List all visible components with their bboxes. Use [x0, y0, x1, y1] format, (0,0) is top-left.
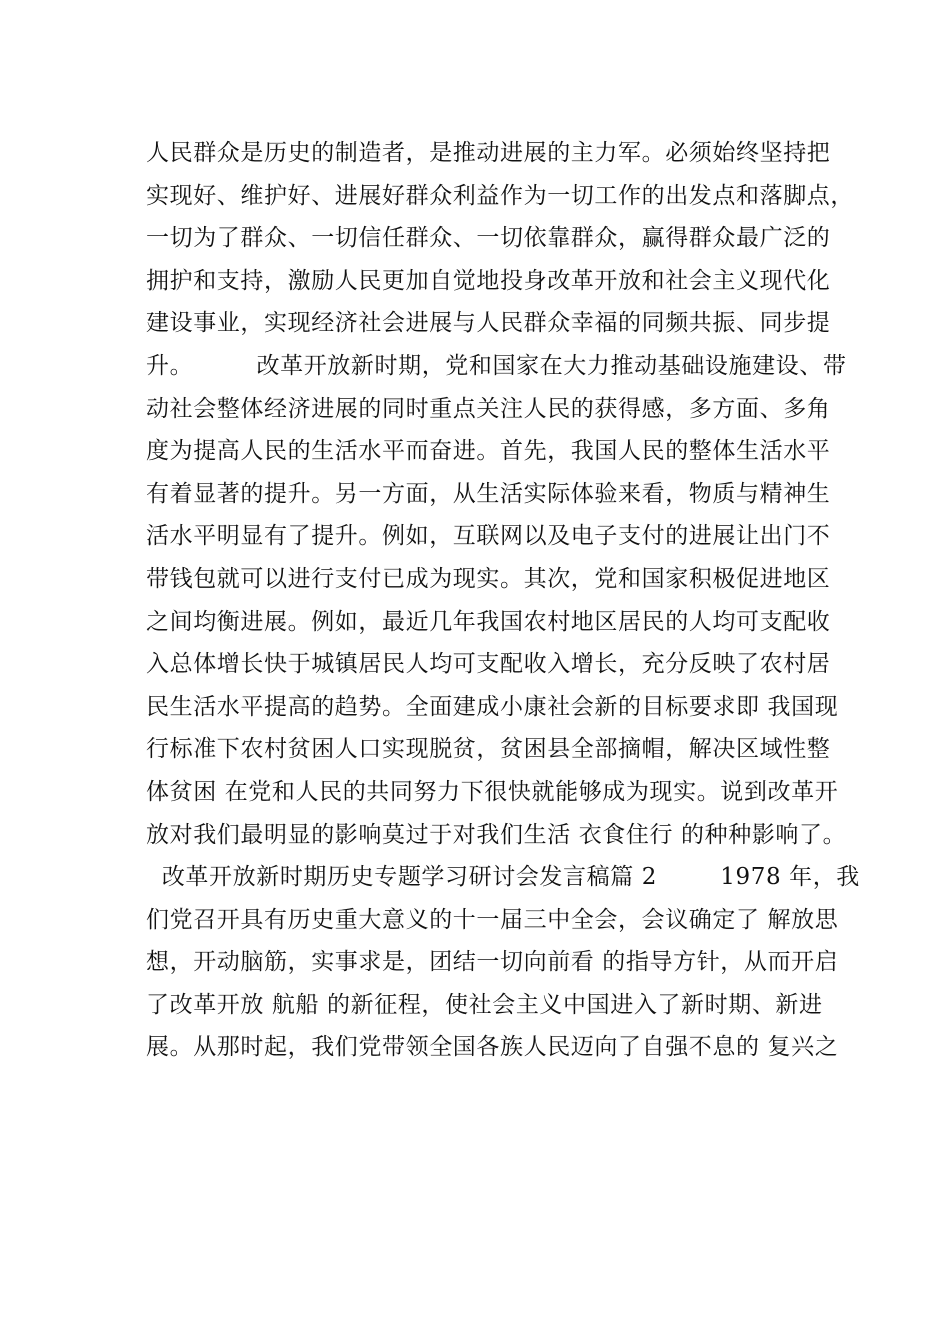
text-line: 有着显著的提升。另一方面，从生活实际体验来看，物质与精神生: [146, 480, 831, 507]
text-line: 一切为了群众、一切信任群众、一切依靠群众，赢得群众最广泛的: [146, 225, 831, 252]
text-line: 带钱包就可以进行支付已成为现实。其次，党和国家积极促进地区: [146, 565, 831, 592]
text-line: 了改革开放 航船 的新征程，使社会主义中国进入了新时期、新进: [146, 991, 823, 1018]
text-line: 体贫困 在党和人民的共同努力下很快就能够成为现实。说到改革开: [146, 778, 839, 805]
text-line: 民生活水平提高的趋势。全面建成小康社会新的目标要求即 我国现: [146, 693, 839, 720]
body-text: [146, 132, 860, 1069]
text-line: 们党召开具有历史重大意义的十一届三中全会，会议确定了 解放思: [146, 906, 839, 933]
text-line: 实现好、维护好、进展好群众利益作为一切工作的出发点和落脚点，: [146, 182, 854, 209]
text-line: 拥护和支持，激励人民更加自觉地投身改革开放和社会主义现代化: [146, 267, 831, 294]
text-line: 建设事业，实现经济社会进展与人民群众幸福的同频共振、同步提: [146, 310, 831, 337]
text-line: 度为提高人民的生活水平而奋进。首先，我国人民的整体生活水平: [146, 438, 831, 465]
text-line: 升。 改革开放新时期，党和国家在大力推动基础设施建设、带: [146, 352, 847, 379]
text-line: 人民群众是历史的制造者，是推动进展的主力军。必须始终坚持把: [146, 140, 831, 166]
text-line: 放对我们最明显的影响莫过于对我们生活 衣食住行 的种种影响了。: [146, 821, 847, 848]
text-line: 入总体增长快于城镇居民人均可支配收入增长，充分反映了农村居: [146, 651, 831, 678]
text-line: 行标准下农村贫困人口实现脱贫，贫困县全部摘帽，解决区域性整: [146, 736, 831, 763]
text-line: 活水平明显有了提升。例如，互联网以及电子支付的进展让出门不: [146, 523, 831, 550]
section-heading-line: 改革开放新时期历史专题学习研讨会发言稿篇 2 1978 年，我: [146, 864, 860, 891]
text-line: 展。从那时起，我们党带领全国各族人民迈向了自强不息的 复兴之: [146, 1034, 839, 1061]
text-line: 想，开动脑筋，实事求是，团结一切向前看 的指导方针，从而开启: [146, 949, 839, 976]
text-line: 动社会整体经济进展的同时重点关注人民的获得感，多方面、多角: [146, 395, 831, 422]
text-line: 之间均衡进展。例如，最近几年我国农村地区居民的人均可支配收: [146, 608, 831, 635]
